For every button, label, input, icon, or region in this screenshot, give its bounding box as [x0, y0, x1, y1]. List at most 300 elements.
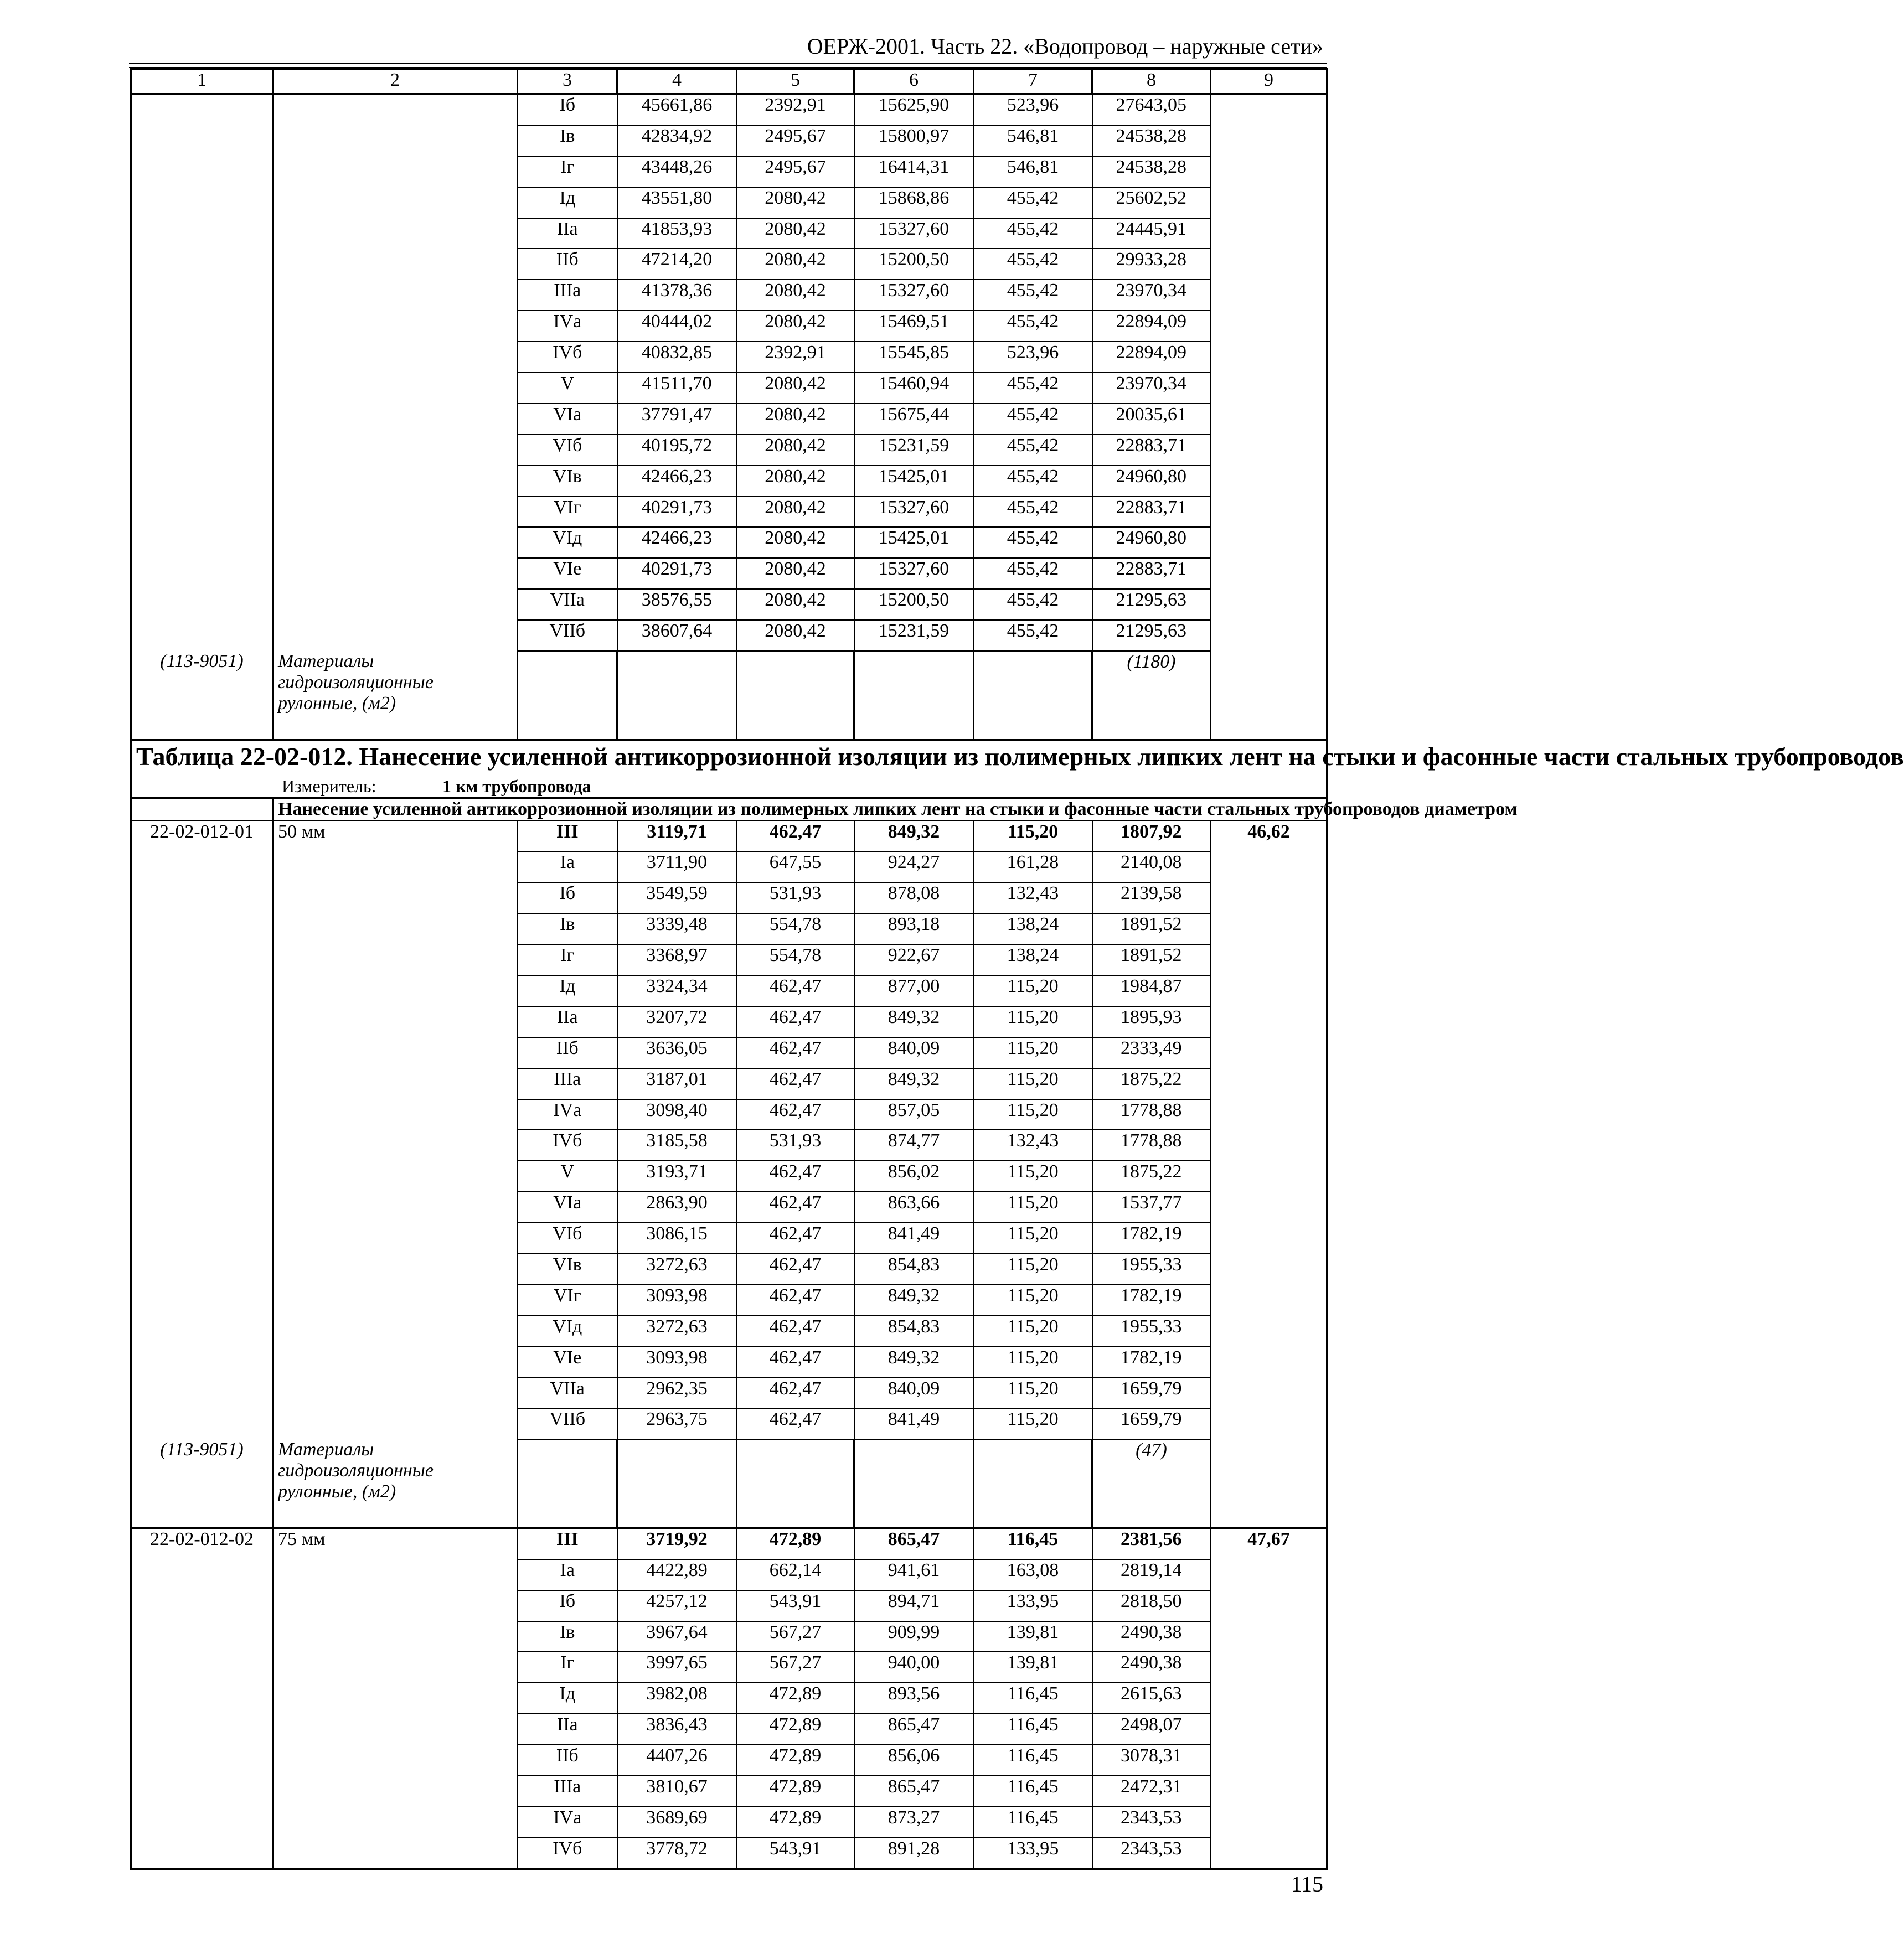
zone-label: Iд: [518, 187, 617, 218]
value-cell: 3689,69: [617, 1807, 737, 1838]
table-cell: [1211, 342, 1327, 373]
table-cell: [1211, 882, 1327, 913]
value-cell: 3810,67: [617, 1776, 737, 1807]
rate-code: 22-02-012-01: [131, 820, 273, 851]
zone-label: Iа: [518, 851, 617, 882]
zone-label: IIб: [518, 1037, 617, 1068]
zone-label: VIIа: [518, 1378, 617, 1409]
value-cell: 133,95: [974, 1838, 1092, 1869]
table-row: [131, 280, 1327, 311]
table-cell: [273, 156, 518, 187]
table-cell: [273, 975, 518, 1006]
value-cell: 462,47: [737, 1068, 854, 1099]
table-cell: [131, 851, 273, 882]
value-cell: 116,45: [974, 1776, 1092, 1807]
table-cell: [1211, 589, 1327, 620]
table-row: [131, 1192, 1327, 1223]
value-cell: 3272,63: [617, 1254, 737, 1285]
value-cell: 1659,79: [1092, 1408, 1211, 1439]
table-row: [131, 1683, 1327, 1714]
value-cell: 43448,26: [617, 156, 737, 187]
table-cell: [273, 1590, 518, 1621]
table-row: [131, 497, 1327, 528]
column-number: 7: [974, 69, 1092, 94]
value-cell: 455,42: [974, 466, 1092, 497]
table-cell: [273, 1161, 518, 1192]
table-cell: [131, 435, 273, 466]
table-row: [131, 1621, 1327, 1652]
column-number: 8: [1092, 69, 1211, 94]
value-cell: 2615,63: [1092, 1683, 1211, 1714]
table-cell: [1211, 1192, 1327, 1223]
value-cell: 2863,90: [617, 1192, 737, 1223]
table-row: [131, 466, 1327, 497]
table-row: [131, 1714, 1327, 1745]
table-cell: [131, 1590, 273, 1621]
value-cell: 856,02: [854, 1161, 974, 1192]
value-cell: 922,67: [854, 944, 974, 975]
table-row: [131, 156, 1327, 187]
table-cell: [1211, 218, 1327, 249]
table-cell: [273, 1745, 518, 1776]
value-cell: 854,83: [854, 1254, 974, 1285]
table-row: [131, 1776, 1327, 1807]
value-cell: 15625,90: [854, 94, 974, 125]
table-row: [131, 125, 1327, 156]
zone-label: Iв: [518, 913, 617, 944]
value-cell: 2392,91: [737, 342, 854, 373]
value-cell: 455,42: [974, 589, 1092, 620]
labor-value: 47,67: [1211, 1528, 1327, 1559]
table-cell: [131, 1838, 273, 1869]
table-cell: [131, 1807, 273, 1838]
table-row: [131, 311, 1327, 342]
value-cell: 3982,08: [617, 1683, 737, 1714]
table-cell: [273, 558, 518, 589]
table-cell: [131, 342, 273, 373]
table-cell: [131, 125, 273, 156]
table-cell: [131, 1621, 273, 1652]
value-cell: 462,47: [737, 820, 854, 851]
table-title-row: [131, 740, 1327, 798]
table-row: [131, 1285, 1327, 1316]
table-cell: [131, 1006, 273, 1037]
table-row: [131, 1652, 1327, 1683]
zone-label: VIг: [518, 497, 617, 528]
column-number: 2: [273, 69, 518, 94]
table-cell: [273, 1621, 518, 1652]
table-cell: [273, 1408, 518, 1439]
table-cell: [518, 651, 617, 740]
table-cell: [131, 1683, 273, 1714]
table-cell: [1211, 1776, 1327, 1807]
value-cell: 133,95: [974, 1590, 1092, 1621]
table-cell: [1211, 527, 1327, 558]
value-cell: 24445,91: [1092, 218, 1211, 249]
table-cell: [1211, 311, 1327, 342]
value-cell: 21295,63: [1092, 620, 1211, 651]
table-cell: [273, 944, 518, 975]
column-number: 4: [617, 69, 737, 94]
header-rule: [129, 63, 1327, 64]
value-cell: 43551,80: [617, 187, 737, 218]
table-cell: [1211, 187, 1327, 218]
table-cell: [1211, 1714, 1327, 1745]
zone-label: Iа: [518, 1559, 617, 1590]
table-cell: [737, 1439, 854, 1528]
value-cell: 3272,63: [617, 1316, 737, 1347]
zone-label: IIа: [518, 218, 617, 249]
value-cell: 2080,42: [737, 187, 854, 218]
table-cell: [131, 1037, 273, 1068]
value-cell: 462,47: [737, 1006, 854, 1037]
table-cell: [1211, 1590, 1327, 1621]
value-cell: 2080,42: [737, 435, 854, 466]
table-cell: [1211, 1408, 1327, 1439]
table-cell: [131, 218, 273, 249]
value-cell: 1659,79: [1092, 1378, 1211, 1409]
table-cell: [1211, 280, 1327, 311]
value-cell: 42834,92: [617, 125, 737, 156]
table-row: [131, 1099, 1327, 1130]
table-cell: [131, 1559, 273, 1590]
value-cell: 139,81: [974, 1621, 1092, 1652]
value-cell: 3836,43: [617, 1714, 737, 1745]
table-cell: [131, 373, 273, 404]
table-cell: [273, 589, 518, 620]
zone-label: IVа: [518, 1099, 617, 1130]
value-cell: 455,42: [974, 373, 1092, 404]
value-cell: 15231,59: [854, 620, 974, 651]
value-cell: 1875,22: [1092, 1161, 1211, 1192]
value-cell: 662,14: [737, 1559, 854, 1590]
value-cell: 20035,61: [1092, 404, 1211, 435]
table-cell: [273, 882, 518, 913]
table-cell: [131, 249, 273, 280]
zone-label: VIе: [518, 1347, 617, 1378]
table-cell: [273, 1130, 518, 1161]
zone-label: III: [518, 820, 617, 851]
table-cell: [1211, 1099, 1327, 1130]
table-cell: [273, 1378, 518, 1409]
table-cell: [273, 1192, 518, 1223]
table-cell: [273, 1223, 518, 1254]
table-cell: [1211, 1378, 1327, 1409]
value-cell: 22883,71: [1092, 497, 1211, 528]
value-cell: 2080,42: [737, 373, 854, 404]
table-row: [131, 1130, 1327, 1161]
zone-label: VIе: [518, 558, 617, 589]
zone-label: VIа: [518, 404, 617, 435]
value-cell: 16414,31: [854, 156, 974, 187]
value-cell: 647,55: [737, 851, 854, 882]
value-cell: 2080,42: [737, 218, 854, 249]
table-cell: [1211, 944, 1327, 975]
table-row: [131, 404, 1327, 435]
value-cell: 40291,73: [617, 497, 737, 528]
zone-label: Iв: [518, 1621, 617, 1652]
table-row: [131, 820, 1327, 851]
value-cell: 1875,22: [1092, 1068, 1211, 1099]
value-cell: 3093,98: [617, 1347, 737, 1378]
value-cell: 115,20: [974, 1037, 1092, 1068]
value-cell: 840,09: [854, 1378, 974, 1409]
table-cell: [273, 497, 518, 528]
value-cell: 38607,64: [617, 620, 737, 651]
value-cell: 115,20: [974, 1223, 1092, 1254]
value-cell: 41378,36: [617, 280, 737, 311]
table-cell: [131, 1068, 273, 1099]
table-cell: [1211, 1807, 1327, 1838]
value-cell: 1537,77: [1092, 1192, 1211, 1223]
value-cell: 15200,50: [854, 589, 974, 620]
value-cell: 132,43: [974, 1130, 1092, 1161]
table-cell: [273, 1037, 518, 1068]
value-cell: 115,20: [974, 1099, 1092, 1130]
table-cell: [273, 249, 518, 280]
table-cell: [131, 527, 273, 558]
value-cell: 2343,53: [1092, 1807, 1211, 1838]
table-cell: [1211, 1316, 1327, 1347]
zone-label: VIб: [518, 435, 617, 466]
value-cell: 1984,87: [1092, 975, 1211, 1006]
value-cell: 3193,71: [617, 1161, 737, 1192]
value-cell: 472,89: [737, 1528, 854, 1559]
table-row: [131, 1408, 1327, 1439]
zone-label: IIб: [518, 1745, 617, 1776]
value-cell: 472,89: [737, 1745, 854, 1776]
value-cell: 115,20: [974, 1316, 1092, 1347]
table-cell: [1211, 1683, 1327, 1714]
table-cell: [1211, 1285, 1327, 1316]
description-row: [131, 798, 1327, 820]
table-cell: [1211, 1652, 1327, 1683]
value-cell: 455,42: [974, 558, 1092, 589]
value-cell: 2819,14: [1092, 1559, 1211, 1590]
table-cell: [131, 1408, 273, 1439]
value-cell: 849,32: [854, 1006, 974, 1037]
table-row: [131, 249, 1327, 280]
value-cell: 3778,72: [617, 1838, 737, 1869]
value-cell: 116,45: [974, 1714, 1092, 1745]
value-cell: 115,20: [974, 1285, 1092, 1316]
value-cell: 567,27: [737, 1652, 854, 1683]
value-cell: 116,45: [974, 1745, 1092, 1776]
description: Нанесение усиленной антикоррозионной изоляции из полимерных липких лент на стыки и фасонные части стальных трубопроводов диаметром: [273, 798, 1327, 820]
table-cell: [1211, 1161, 1327, 1192]
table-cell: [1211, 1223, 1327, 1254]
value-cell: 2080,42: [737, 497, 854, 528]
zone-label: IVб: [518, 342, 617, 373]
value-cell: 2498,07: [1092, 1714, 1211, 1745]
table-cell: [273, 1254, 518, 1285]
value-cell: 567,27: [737, 1621, 854, 1652]
value-cell: 3339,48: [617, 913, 737, 944]
value-cell: 15200,50: [854, 249, 974, 280]
value-cell: 38576,55: [617, 589, 737, 620]
table-cell: [617, 1439, 737, 1528]
material-row: [131, 651, 1327, 740]
table-row: [131, 1559, 1327, 1590]
value-cell: 3119,71: [617, 820, 737, 851]
table-row: [131, 944, 1327, 975]
material-qty: (47): [1092, 1439, 1211, 1528]
value-cell: 543,91: [737, 1838, 854, 1869]
table-cell: [273, 1006, 518, 1037]
value-cell: 161,28: [974, 851, 1092, 882]
value-cell: 21295,63: [1092, 589, 1211, 620]
table-cell: [1211, 975, 1327, 1006]
table-cell: [273, 1347, 518, 1378]
value-cell: 15460,94: [854, 373, 974, 404]
value-cell: 24960,80: [1092, 466, 1211, 497]
table-cell: [273, 1683, 518, 1714]
table-cell: [273, 187, 518, 218]
zone-label: Iб: [518, 94, 617, 125]
column-number: 9: [1211, 69, 1327, 94]
value-cell: 849,32: [854, 1347, 974, 1378]
value-cell: 2472,31: [1092, 1776, 1211, 1807]
zone-label: IVа: [518, 1807, 617, 1838]
table-cell: [131, 798, 273, 820]
value-cell: 2818,50: [1092, 1590, 1211, 1621]
table-row: [131, 1161, 1327, 1192]
value-cell: 455,42: [974, 435, 1092, 466]
value-cell: 15327,60: [854, 497, 974, 528]
value-cell: 1895,93: [1092, 1006, 1211, 1037]
value-cell: 3078,31: [1092, 1745, 1211, 1776]
value-cell: 865,47: [854, 1528, 974, 1559]
zone-label: Iг: [518, 156, 617, 187]
value-cell: 2080,42: [737, 558, 854, 589]
rates-table: [130, 68, 1904, 1870]
table-row: [131, 1068, 1327, 1099]
value-cell: 3967,64: [617, 1621, 737, 1652]
value-cell: 115,20: [974, 975, 1092, 1006]
table-cell: [273, 373, 518, 404]
table-row: [131, 1006, 1327, 1037]
value-cell: 472,89: [737, 1807, 854, 1838]
zone-label: Iд: [518, 975, 617, 1006]
value-cell: 863,66: [854, 1192, 974, 1223]
value-cell: 472,89: [737, 1714, 854, 1745]
value-cell: 15469,51: [854, 311, 974, 342]
value-cell: 2080,42: [737, 404, 854, 435]
value-cell: 22894,09: [1092, 342, 1211, 373]
value-cell: 841,49: [854, 1223, 974, 1254]
value-cell: 893,56: [854, 1683, 974, 1714]
value-cell: 115,20: [974, 1347, 1092, 1378]
value-cell: 25602,52: [1092, 187, 1211, 218]
value-cell: 138,24: [974, 913, 1092, 944]
table-row: [131, 1316, 1327, 1347]
value-cell: 462,47: [737, 1223, 854, 1254]
value-cell: 2490,38: [1092, 1652, 1211, 1683]
value-cell: 24538,28: [1092, 156, 1211, 187]
value-cell: 115,20: [974, 1068, 1092, 1099]
value-cell: 2962,35: [617, 1378, 737, 1409]
table-row: [131, 975, 1327, 1006]
table-row: [131, 1037, 1327, 1068]
value-cell: 924,27: [854, 851, 974, 882]
table-cell: [974, 651, 1092, 740]
value-cell: 873,27: [854, 1807, 974, 1838]
zone-label: VIв: [518, 466, 617, 497]
value-cell: 893,18: [854, 913, 974, 944]
table-cell: [131, 1254, 273, 1285]
value-cell: 1955,33: [1092, 1316, 1211, 1347]
table-cell: [131, 1745, 273, 1776]
value-cell: 455,42: [974, 527, 1092, 558]
value-cell: 2080,42: [737, 589, 854, 620]
table-cell: [518, 1439, 617, 1528]
table-cell: [131, 1285, 273, 1316]
value-cell: 24960,80: [1092, 527, 1211, 558]
value-cell: 543,91: [737, 1590, 854, 1621]
table-cell: [1211, 94, 1327, 125]
table-cell: [1211, 1439, 1327, 1528]
value-cell: 4422,89: [617, 1559, 737, 1590]
value-cell: 1782,19: [1092, 1223, 1211, 1254]
value-cell: 2392,91: [737, 94, 854, 125]
table-cell: [273, 620, 518, 651]
value-cell: 4257,12: [617, 1590, 737, 1621]
zone-label: VIд: [518, 527, 617, 558]
value-cell: 841,49: [854, 1408, 974, 1439]
table-cell: [273, 1714, 518, 1745]
value-cell: 2080,42: [737, 249, 854, 280]
value-cell: 854,83: [854, 1316, 974, 1347]
value-cell: 15327,60: [854, 280, 974, 311]
value-cell: 940,00: [854, 1652, 974, 1683]
zone-label: Iв: [518, 125, 617, 156]
zone-label: IIб: [518, 249, 617, 280]
zone-label: Iб: [518, 1590, 617, 1621]
value-cell: 455,42: [974, 404, 1092, 435]
value-cell: 462,47: [737, 1192, 854, 1223]
value-cell: 849,32: [854, 820, 974, 851]
table-cell: [854, 651, 974, 740]
column-number: 5: [737, 69, 854, 94]
table-cell: [1211, 558, 1327, 589]
value-cell: 3207,72: [617, 1006, 737, 1037]
table-cell: [1211, 851, 1327, 882]
value-cell: 22883,71: [1092, 558, 1211, 589]
value-cell: 462,47: [737, 1378, 854, 1409]
rate-name: 75 мм: [273, 1528, 518, 1559]
table-cell: [854, 1439, 974, 1528]
material-code: (113-9051): [131, 1439, 273, 1528]
table-cell: [1211, 156, 1327, 187]
table-row: [131, 1807, 1327, 1838]
value-cell: 462,47: [737, 1037, 854, 1068]
column-number: 6: [854, 69, 974, 94]
value-cell: 2490,38: [1092, 1621, 1211, 1652]
value-cell: 1782,19: [1092, 1285, 1211, 1316]
table-cell: [131, 1223, 273, 1254]
value-cell: 531,93: [737, 1130, 854, 1161]
value-cell: 2495,67: [737, 156, 854, 187]
value-cell: 3324,34: [617, 975, 737, 1006]
table-cell: [273, 404, 518, 435]
value-cell: 3187,01: [617, 1068, 737, 1099]
value-cell: 2080,42: [737, 527, 854, 558]
value-cell: 455,42: [974, 497, 1092, 528]
value-cell: 22894,09: [1092, 311, 1211, 342]
value-cell: 115,20: [974, 820, 1092, 851]
table-cell: [273, 311, 518, 342]
value-cell: 2080,42: [737, 466, 854, 497]
